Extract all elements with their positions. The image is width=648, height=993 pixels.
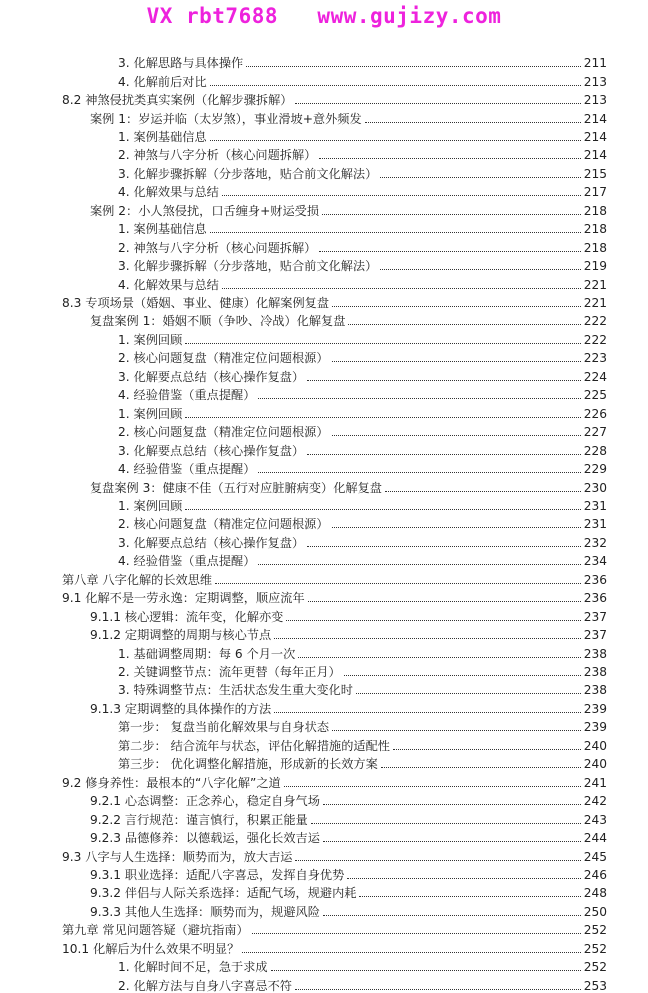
toc-entry-page-number: 244 bbox=[583, 831, 607, 846]
toc-entry-page-number: 231 bbox=[583, 517, 607, 532]
toc-dot-leader bbox=[252, 933, 581, 934]
toc-entry-title: 案例 2：小人煞侵扰，口舌缠身+财运受损 bbox=[90, 203, 320, 218]
toc-dot-leader bbox=[258, 472, 581, 473]
toc-entry-page-number: 213 bbox=[583, 93, 607, 108]
toc-entry-page-number: 252 bbox=[583, 941, 607, 956]
toc-dot-leader bbox=[323, 915, 581, 916]
toc-entry-title: 1. 案例回顾 bbox=[118, 498, 183, 513]
toc-entry-page-number: 214 bbox=[583, 111, 607, 126]
toc-entry[interactable] bbox=[118, 237, 607, 255]
toc-entry-page-number: 253 bbox=[583, 978, 607, 993]
toc-entry-page-number: 252 bbox=[583, 923, 607, 938]
toc-entry[interactable] bbox=[90, 790, 607, 808]
toc-entry[interactable] bbox=[62, 772, 607, 790]
toc-entry-page-number: 248 bbox=[583, 886, 607, 901]
toc-entry-page-number: 230 bbox=[583, 480, 607, 495]
toc-entry-page-number: 252 bbox=[583, 960, 607, 975]
toc-entry-title: 9.3.3 其他人生选择：顺势而为，规避风险 bbox=[90, 904, 320, 919]
toc-dot-leader bbox=[258, 564, 581, 565]
toc-dot-leader bbox=[271, 970, 581, 971]
toc-entry-title: 3. 化解要点总结（核心操作复盘） bbox=[118, 443, 305, 458]
toc-entry-title: 3. 化解步骤拆解（分步落地，贴合前文化解法） bbox=[118, 166, 378, 181]
toc-entry-title: 9.2.3 品德修养：以德载运，强化长效吉运 bbox=[90, 831, 320, 846]
toc-entry-page-number: 214 bbox=[583, 129, 607, 144]
toc-entry-title: 8.2 神煞侵扰类真实案例（化解步骤拆解） bbox=[62, 93, 293, 108]
toc-entry[interactable] bbox=[118, 329, 607, 347]
toc-entry-page-number: 221 bbox=[583, 296, 607, 311]
toc-entry-page-number: 214 bbox=[583, 148, 607, 163]
toc-entry[interactable] bbox=[118, 495, 607, 513]
toc-dot-leader bbox=[323, 841, 581, 842]
toc-entry[interactable] bbox=[90, 808, 607, 826]
toc-dot-leader bbox=[356, 693, 581, 694]
toc-dot-leader bbox=[210, 85, 581, 86]
toc-entry-title: 第二步： 结合流年与状态，评估化解措施的适配性 bbox=[118, 738, 390, 753]
toc-entry-page-number: 218 bbox=[583, 222, 607, 237]
toc-entry-title: 4. 经验借鉴（重点提醒） bbox=[118, 554, 256, 569]
toc-entry-title: 3. 化解要点总结（核心操作复盘） bbox=[118, 369, 305, 384]
toc-entry[interactable] bbox=[118, 532, 607, 550]
toc-entry-title: 9.3 八字与人生选择：顺势而为，放大吉运 bbox=[62, 849, 293, 864]
toc-entry-title: 2. 神煞与八字分析（核心问题拆解） bbox=[118, 148, 317, 163]
toc-entry[interactable] bbox=[62, 587, 607, 605]
toc-entry[interactable] bbox=[118, 716, 607, 734]
toc-entry-page-number: 236 bbox=[583, 572, 607, 587]
toc-entry-title: 9.1 化解不是一劳永逸：定期调整，顺应流年 bbox=[62, 591, 305, 606]
toc-entry-title: 3. 化解要点总结（核心操作复盘） bbox=[118, 535, 305, 550]
toc-dot-leader bbox=[332, 306, 581, 307]
toc-dot-leader bbox=[323, 804, 581, 805]
toc-entry[interactable] bbox=[90, 200, 607, 218]
toc-entry[interactable] bbox=[90, 310, 607, 328]
toc-entry-title: 2. 核心问题复盘（精准定位问题根源） bbox=[118, 351, 329, 366]
toc-entry[interactable] bbox=[90, 882, 607, 900]
toc-entry-title: 1. 案例基础信息 bbox=[118, 129, 207, 144]
toc-entry-title: 第八章 八字化解的长效思维 bbox=[62, 572, 213, 587]
toc-entry-title: 2. 化解方法与自身八字喜忌不符 bbox=[118, 978, 292, 993]
toc-entry-page-number: 226 bbox=[583, 406, 607, 421]
toc-entry-title: 9.2.2 言行规范：谨言慎行，积累正能量 bbox=[90, 812, 308, 827]
toc-dot-leader bbox=[222, 288, 581, 289]
toc-entry-title: 1. 案例回顾 bbox=[118, 406, 183, 421]
toc-entry-title: 9.1.2 定期调整的周期与核心节点 bbox=[90, 628, 272, 643]
toc-entry-page-number: 227 bbox=[583, 425, 607, 440]
toc-entry[interactable] bbox=[118, 956, 607, 974]
toc-dot-leader bbox=[322, 214, 581, 215]
toc-dot-leader bbox=[210, 232, 581, 233]
toc-entry[interactable] bbox=[118, 458, 607, 476]
toc-entry[interactable] bbox=[118, 550, 607, 568]
toc-entry-title: 第三步： 优化调整化解措施，形成新的长效方案 bbox=[118, 757, 378, 772]
toc-entry[interactable] bbox=[62, 569, 607, 587]
toc-entry-title: 9.1.1 核心逻辑：流年变，化解亦变 bbox=[90, 609, 284, 624]
watermark-text: VX rbt7688 www.gujizy.com bbox=[146, 4, 502, 28]
toc-entry-title: 1. 案例基础信息 bbox=[118, 222, 207, 237]
toc-entry[interactable] bbox=[62, 845, 607, 863]
toc-dot-leader bbox=[311, 823, 581, 824]
toc-entry[interactable] bbox=[118, 347, 607, 365]
toc-entry-title: 4. 化解效果与总结 bbox=[118, 185, 219, 200]
toc-dot-leader bbox=[298, 657, 581, 658]
toc-entry-title: 案例 1：岁运并临（太岁煞），事业滑坡+意外频发 bbox=[90, 111, 362, 126]
toc-entry-title: 4. 化解前后对比 bbox=[118, 74, 207, 89]
toc-entry-title: 2. 核心问题复盘（精准定位问题根源） bbox=[118, 425, 329, 440]
toc-entry-page-number: 222 bbox=[583, 314, 607, 329]
toc-entry-title: 9.3.2 伴侣与人际关系选择：适配气场，规避内耗 bbox=[90, 886, 357, 901]
toc-entry-page-number: 238 bbox=[583, 646, 607, 661]
toc-entry-title: 9.3.1 职业选择：适配八字喜忌，发挥自身优势 bbox=[90, 867, 345, 882]
toc-entry-page-number: 222 bbox=[583, 332, 607, 347]
toc-dot-leader bbox=[246, 66, 581, 67]
toc-entry-title: 8.3 专项场景（婚姻、事业、健康）化解案例复盘 bbox=[62, 296, 330, 311]
toc-entry-title: 9.2 修身养性：最根本的“八字化解”之道 bbox=[62, 775, 281, 790]
toc-dot-leader bbox=[274, 712, 581, 713]
toc-dot-leader bbox=[332, 730, 581, 731]
toc-entry-title: 1. 基础调整周期：每 6 个月一次 bbox=[118, 646, 296, 661]
toc-entry[interactable] bbox=[118, 255, 607, 273]
toc-entry-title: 复盘案例 1：婚姻不顺（争吵、冷战）化解复盘 bbox=[90, 314, 346, 329]
toc-dot-leader bbox=[347, 878, 581, 879]
toc-entry[interactable] bbox=[118, 735, 607, 753]
toc-entry[interactable] bbox=[118, 163, 607, 181]
toc-dot-leader bbox=[348, 324, 581, 325]
toc-entry-page-number: 215 bbox=[583, 166, 607, 181]
toc-dot-leader bbox=[308, 601, 581, 602]
toc-entry-page-number: 218 bbox=[583, 240, 607, 255]
toc-dot-leader bbox=[215, 583, 581, 584]
toc-entry-title: 10.1 化解后为什么效果不明显？ bbox=[62, 941, 240, 956]
toc-dot-leader bbox=[381, 767, 581, 768]
toc-entry-title: 4. 经验借鉴（重点提醒） bbox=[118, 462, 256, 477]
toc-entry[interactable] bbox=[118, 642, 607, 660]
toc-dot-leader bbox=[307, 454, 581, 455]
toc-entry-page-number: 243 bbox=[583, 812, 607, 827]
toc-entry-page-number: 232 bbox=[583, 535, 607, 550]
toc-dot-leader bbox=[332, 527, 581, 528]
toc-entry[interactable] bbox=[90, 624, 607, 642]
toc-dot-leader bbox=[185, 509, 581, 510]
toc-entry-page-number: 219 bbox=[583, 259, 607, 274]
toc-dot-leader bbox=[295, 989, 581, 990]
toc-entry-page-number: 229 bbox=[583, 462, 607, 477]
toc-entry[interactable] bbox=[118, 513, 607, 531]
toc-entry[interactable] bbox=[118, 70, 607, 88]
toc-entry-title: 2. 核心问题复盘（精准定位问题根源） bbox=[118, 517, 329, 532]
toc-entry[interactable] bbox=[90, 827, 607, 845]
toc-entry-page-number: 224 bbox=[583, 369, 607, 384]
toc-entry-page-number: 237 bbox=[583, 628, 607, 643]
toc-entry-page-number: 250 bbox=[583, 904, 607, 919]
toc-entry[interactable] bbox=[118, 753, 607, 771]
toc-entry-title: 2. 神煞与八字分析（核心问题拆解） bbox=[118, 240, 317, 255]
toc-entry[interactable] bbox=[90, 606, 607, 624]
toc-dot-leader bbox=[242, 952, 581, 953]
toc-dot-leader bbox=[307, 380, 581, 381]
toc-entry-page-number: 239 bbox=[583, 720, 607, 735]
toc-entry-page-number: 213 bbox=[583, 74, 607, 89]
toc-entry-page-number: 246 bbox=[583, 867, 607, 882]
toc-dot-leader bbox=[359, 896, 581, 897]
toc-entry-page-number: 211 bbox=[583, 56, 607, 71]
toc-dot-leader bbox=[319, 158, 581, 159]
toc-entry[interactable] bbox=[118, 384, 607, 402]
toc-entry-title: 复盘案例 3：健康不佳（五行对应脏腑病变）化解复盘 bbox=[90, 480, 382, 495]
toc-entry-title: 1. 案例回顾 bbox=[118, 332, 183, 347]
toc-entry[interactable] bbox=[118, 679, 607, 697]
toc-entry-title: 3. 化解思路与具体操作 bbox=[118, 56, 244, 71]
toc-entry-title: 第一步： 复盘当前化解效果与自身状态 bbox=[118, 720, 330, 735]
toc-entry[interactable] bbox=[118, 661, 607, 679]
toc-dot-leader bbox=[385, 491, 581, 492]
toc-entry-page-number: 240 bbox=[583, 738, 607, 753]
toc-dot-leader bbox=[185, 417, 581, 418]
toc-dot-leader bbox=[332, 435, 581, 436]
toc-entry-page-number: 225 bbox=[583, 388, 607, 403]
toc-dot-leader bbox=[344, 675, 581, 676]
toc-entry[interactable] bbox=[118, 144, 607, 162]
toc-entry[interactable] bbox=[62, 292, 607, 310]
toc-dot-leader bbox=[365, 122, 581, 123]
toc-entry-page-number: 241 bbox=[583, 775, 607, 790]
toc-dot-leader bbox=[380, 177, 581, 178]
toc-entry-title: 第九章 常见问题答疑（避坑指南） bbox=[62, 923, 249, 938]
toc-entry[interactable] bbox=[118, 421, 607, 439]
toc-entry-page-number: 238 bbox=[583, 683, 607, 698]
toc-entry-page-number: 217 bbox=[583, 185, 607, 200]
toc-entry-page-number: 223 bbox=[583, 351, 607, 366]
toc-entry[interactable] bbox=[118, 439, 607, 457]
toc-entry-page-number: 237 bbox=[583, 609, 607, 624]
toc-dot-leader bbox=[286, 620, 581, 621]
toc-dot-leader bbox=[319, 251, 581, 252]
toc-dot-leader bbox=[393, 749, 581, 750]
toc-entry-title: 3. 特殊调整节点：生活状态发生重大变化时 bbox=[118, 683, 353, 698]
toc-entry[interactable] bbox=[118, 403, 607, 421]
toc-dot-leader bbox=[380, 269, 581, 270]
toc-entry-title: 1. 化解时间不足，急于求成 bbox=[118, 960, 268, 975]
toc-entry[interactable] bbox=[118, 126, 607, 144]
toc-entry[interactable] bbox=[90, 901, 607, 919]
toc-dot-leader bbox=[284, 786, 581, 787]
toc-entry[interactable] bbox=[118, 52, 607, 70]
toc-entry[interactable] bbox=[118, 181, 607, 199]
toc-dot-leader bbox=[274, 638, 581, 639]
toc-entry-page-number: 218 bbox=[583, 203, 607, 218]
toc-entry-title: 4. 经验借鉴（重点提醒） bbox=[118, 388, 256, 403]
toc-entry[interactable] bbox=[62, 89, 607, 107]
toc-entry-page-number: 238 bbox=[583, 665, 607, 680]
toc-dot-leader bbox=[185, 343, 581, 344]
toc-dot-leader bbox=[222, 195, 581, 196]
toc-entry-title: 9.1.3 定期调整的具体操作的方法 bbox=[90, 701, 272, 716]
toc-dot-leader bbox=[307, 546, 581, 547]
toc-entry[interactable] bbox=[118, 273, 607, 291]
toc-dot-leader bbox=[258, 398, 581, 399]
toc-entry-page-number: 240 bbox=[583, 757, 607, 772]
toc-entry[interactable] bbox=[118, 218, 607, 236]
toc-entry-title: 4. 化解效果与总结 bbox=[118, 277, 219, 292]
toc-entry-page-number: 221 bbox=[583, 277, 607, 292]
toc-entry-title: 3. 化解步骤拆解（分步落地，贴合前文化解法） bbox=[118, 259, 378, 274]
toc-entry-title: 9.2.1 心态调整：正念养心，稳定自身气场 bbox=[90, 794, 320, 809]
toc-dot-leader bbox=[295, 103, 581, 104]
toc-entry-title: 2. 关键调整节点：流年更替（每年正月） bbox=[118, 665, 341, 680]
toc-entry[interactable] bbox=[62, 938, 607, 956]
toc-entry[interactable] bbox=[118, 366, 607, 384]
toc-entry-page-number: 239 bbox=[583, 701, 607, 716]
toc-entry-page-number: 228 bbox=[583, 443, 607, 458]
toc-entry-page-number: 236 bbox=[583, 591, 607, 606]
toc-entry[interactable] bbox=[90, 864, 607, 882]
toc-dot-leader bbox=[295, 860, 581, 861]
toc-entry-page-number: 245 bbox=[583, 849, 607, 864]
toc-dot-leader bbox=[332, 361, 581, 362]
toc-entry[interactable] bbox=[90, 107, 607, 125]
toc-entry[interactable] bbox=[118, 975, 607, 993]
toc-dot-leader bbox=[210, 140, 581, 141]
toc-entry[interactable] bbox=[90, 476, 607, 494]
toc-entry-page-number: 234 bbox=[583, 554, 607, 569]
toc-entry-page-number: 231 bbox=[583, 498, 607, 513]
toc-entry[interactable] bbox=[62, 919, 607, 937]
toc-entry-page-number: 242 bbox=[583, 794, 607, 809]
toc-entry[interactable] bbox=[90, 698, 607, 716]
